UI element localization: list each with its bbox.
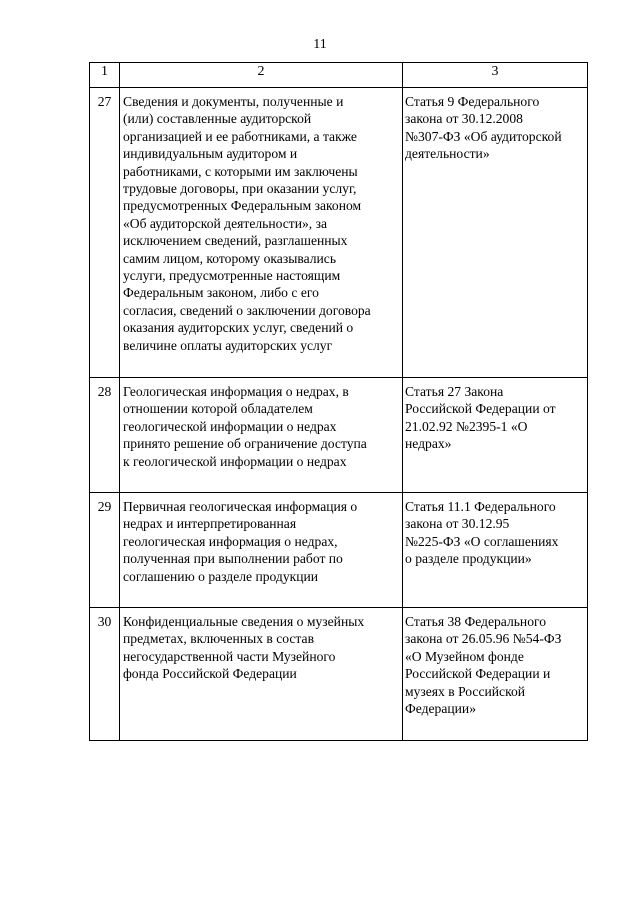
description-line: (или) составленные аудиторской [123, 111, 312, 127]
table-row [90, 493, 588, 608]
legal-basis-line: Статья 27 Закона [405, 384, 504, 399]
description-line: индивидуальным аудитором и [123, 146, 298, 162]
legal-basis-line: закона от 30.12.2008 [405, 111, 523, 127]
description-line: Первичная геологическая информация о [123, 499, 358, 514]
header-column-1: 1 [90, 63, 120, 88]
description-line: фонда Российской Федерации [123, 666, 297, 682]
row-number: 28 [90, 378, 120, 493]
description-line: принято решение об ограничение доступа [123, 436, 367, 452]
description-line: предусмотренных Федеральным законом [123, 198, 362, 214]
description-line: Федеральным законом, либо с его [123, 285, 319, 301]
legal-basis-line: о разделе продукции» [405, 551, 532, 567]
table-row [90, 608, 588, 741]
legal-basis-line: №307-ФЗ «Об аудиторской [405, 128, 562, 144]
legal-basis [403, 493, 588, 608]
information-description [120, 608, 403, 741]
description-line: оказания аудиторских услуг, сведений о [123, 320, 354, 336]
description-line: величине оплаты аудиторских услуг [123, 337, 333, 353]
description-line: самим лицом, которому оказывались [123, 250, 337, 266]
description-line: к геологической информации о недрах [123, 453, 347, 469]
legal-basis-line: 21.02.92 №2395-1 «О [405, 418, 528, 434]
description-line: геологическая информация о недрах, [123, 533, 338, 549]
legal-basis-line: недрах» [405, 436, 452, 452]
legal-basis-line: Статья 38 Федерального [405, 614, 547, 629]
description-line: услуги, предусмотренные настоящим [123, 268, 341, 284]
legal-basis-line: «О Музейном фонде [405, 648, 524, 664]
header-column-3: 3 [403, 63, 588, 88]
description-line: геологической информации о недрах [123, 418, 337, 434]
description-line: работниками, с которыми им заключены [123, 163, 358, 179]
legal-basis-line: №225-ФЗ «О соглашениях [405, 533, 559, 549]
description-line: соглашению о разделе продукции [123, 568, 319, 584]
information-description [120, 88, 403, 378]
table-row [90, 378, 588, 493]
description-line: Конфиденциальные сведения о музейных [123, 614, 365, 629]
description-line: Сведения и документы, полученные и [123, 94, 344, 109]
table-row [90, 88, 588, 378]
information-description [120, 378, 403, 493]
legal-basis [403, 608, 588, 741]
legal-basis-line: закона от 26.05.96 №54-ФЗ [405, 631, 562, 647]
legal-basis-line: закона от 30.12.95 [405, 516, 510, 532]
row-number: 30 [90, 608, 120, 741]
legal-basis-line: Статья 9 Федерального [405, 94, 540, 109]
legal-basis [403, 88, 588, 378]
description-line: недрах и интерпретированная [123, 516, 297, 532]
description-line: отношении которой обладателем [123, 401, 313, 417]
legal-basis-line: Федерации» [405, 701, 476, 717]
description-line: согласия, сведений о заключении договора [123, 302, 371, 318]
page-number: 11 [313, 37, 327, 52]
description-line: полученная при выполнении работ по [123, 551, 343, 567]
legal-basis-line: Статья 11.1 Федерального [405, 499, 556, 514]
legal-basis [403, 378, 588, 493]
information-registry-table [89, 62, 588, 741]
legal-basis-line: деятельности» [405, 146, 490, 162]
description-line: предметах, включенных в состав [123, 631, 314, 647]
legal-basis-line: Российской Федерации от [405, 401, 556, 417]
legal-basis-line: Российской Федерации и [405, 666, 551, 682]
information-description [120, 493, 403, 608]
description-line: Геологическая информация о недрах, в [123, 384, 349, 399]
description-line: исключением сведений, разглашенных [123, 233, 348, 249]
row-number: 29 [90, 493, 120, 608]
legal-basis-line: музеях в Российской [405, 683, 526, 699]
table-header-row [90, 63, 588, 88]
description-line: трудовые договоры, при оказании услуг, [123, 181, 357, 197]
row-number: 27 [90, 88, 120, 378]
description-line: негосударственной части Музейного [123, 648, 336, 664]
description-line: организацией и ее работниками, а также [123, 128, 357, 144]
description-line: «Об аудиторской деятельности», за [123, 215, 327, 231]
header-column-2: 2 [120, 63, 403, 88]
